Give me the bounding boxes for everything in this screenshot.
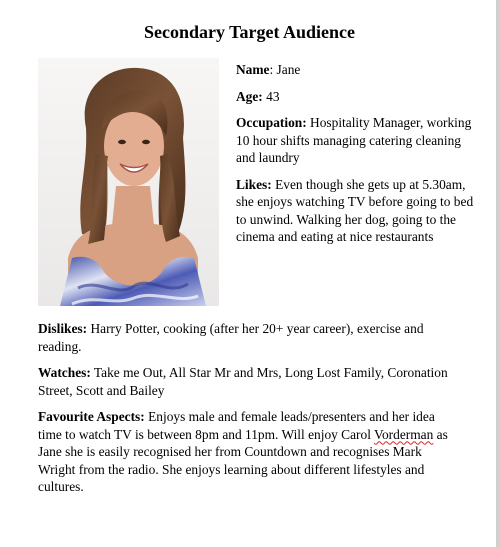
dislikes-value: Harry Potter, cooking (after her 20+ year career), exercise and reading. bbox=[38, 321, 424, 354]
aspects-text-2: as Jane she is easily recognised her from Countdown and recognises Mark Wright from the radio. She enjoys learning about different lifestyles and cultures. bbox=[38, 426, 448, 494]
likes-line bbox=[236, 176, 476, 246]
watches-value: Take me Out, All Star Mr and Mrs, Long Lost Family, Coronation Street, Scott and Bailey bbox=[38, 365, 448, 398]
persona-photo bbox=[38, 58, 219, 306]
dislikes-label: Dislikes: bbox=[38, 321, 88, 336]
watches-line bbox=[38, 364, 448, 399]
age-value: 43 bbox=[266, 88, 280, 104]
profile-details bbox=[38, 320, 448, 505]
name-value: Jane bbox=[276, 62, 301, 77]
aspects-line bbox=[38, 408, 448, 496]
occupation-line bbox=[236, 114, 476, 167]
name-label: Name bbox=[236, 62, 270, 77]
likes-value: Even though she gets up at 5.30am, she enjoys watching TV before going to bed to unwind. Walking her dog, going to the cinema and eating at nice restaurants bbox=[236, 176, 474, 244]
spellcheck-flagged-word[interactable]: Vorderman bbox=[374, 426, 434, 442]
dislikes-line bbox=[38, 320, 448, 355]
age-line bbox=[236, 88, 476, 106]
watches-label: Watches: bbox=[38, 365, 91, 380]
profile-summary bbox=[236, 61, 476, 255]
aspects-text-1: Enjoys male and female leads/presenters and her idea time to watch TV is between 8pm and 11pm. Will enjoy Carol bbox=[38, 409, 435, 442]
age-label: Age: bbox=[236, 88, 263, 104]
page-title: Secondary Target Audience bbox=[143, 22, 355, 42]
occupation-value: Hospitality Manager, working 10 hour shifts managing catering cleaning and laundry bbox=[236, 115, 472, 165]
aspects-label: Favourite Aspects: bbox=[38, 409, 145, 424]
name-line: Name: Jane bbox=[236, 62, 301, 77]
occupation-label: Occupation: bbox=[236, 115, 307, 130]
likes-label: Likes: bbox=[236, 176, 272, 192]
